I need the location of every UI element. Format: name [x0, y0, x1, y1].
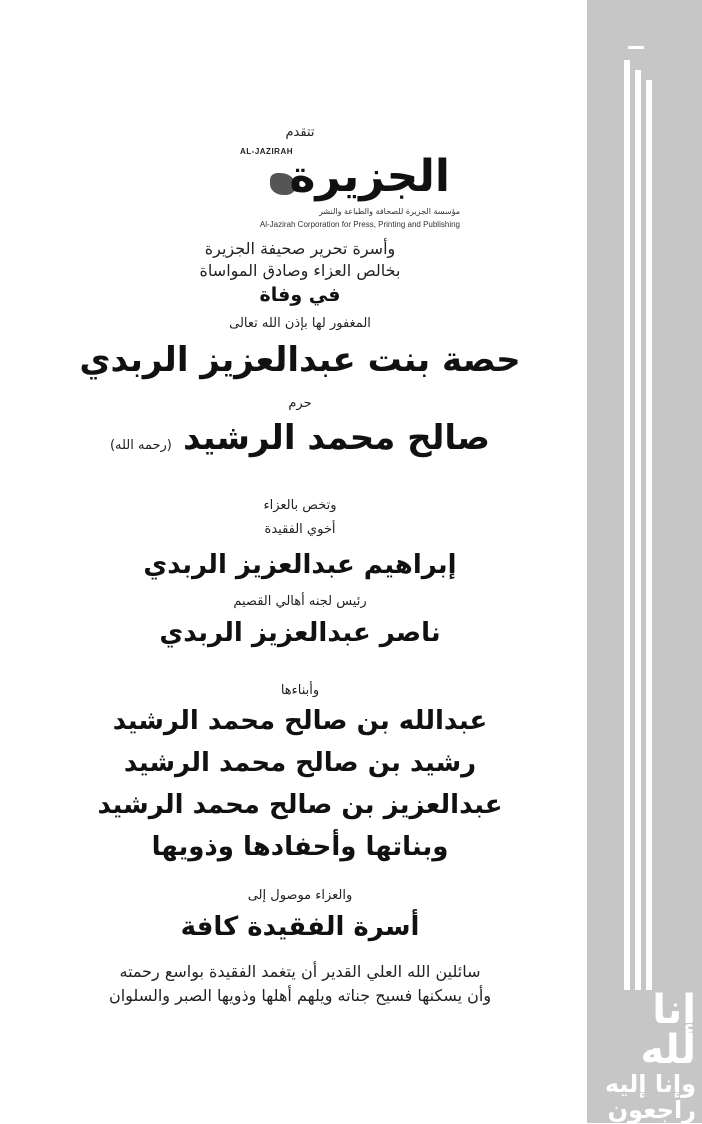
logo-latin-text: AL-JAZIRAH [240, 147, 293, 156]
bar-3 [646, 80, 652, 990]
death-line: في وفاة [259, 284, 341, 306]
quran-verse [588, 987, 696, 1124]
presents-text: تتقدم [285, 125, 315, 140]
prayer-line-1: سائلين الله العلي القدير أن يتغمد الفقيدة بواسع رحمته [119, 962, 481, 981]
verse-line-2: وإنا إليه [604, 1070, 696, 1098]
deceased-name: حصة بنت عبدالعزيز الربدي [79, 340, 521, 380]
logo-wordmark: الجزيرة [289, 151, 450, 202]
brothers-label: أخوي الفقيدة [264, 522, 336, 537]
brother-2-name: ناصر عبدالعزيز الربدي [159, 618, 441, 648]
daughters-line: وبناتها وأحفادها وذويها [151, 832, 449, 862]
sons-label: وأبناءها [280, 683, 320, 698]
verse-line-1: إنا لله [640, 987, 696, 1073]
bar-2 [635, 70, 641, 990]
son-1-name: عبدالله بن صالح محمد الرشيد [112, 706, 488, 736]
alef-madda-ornament [628, 46, 644, 49]
family-line: أسرة الفقيدة كافة [180, 912, 420, 942]
bar-1 [624, 60, 630, 990]
son-3-name: عبدالعزيز بن صالح محمد الرشيد [97, 790, 503, 820]
staff-line: وأسرة تحرير صحيفة الجزيرة [204, 239, 396, 258]
special-condolence-line: وتخص بالعزاء [263, 498, 337, 513]
obituary-notice [30, 0, 570, 1123]
decorative-sidebar [587, 0, 702, 1123]
husband-note: (رحمه الله) [109, 438, 172, 453]
brother-1-title: رئيس لجنه أهالي القصيم [233, 594, 367, 609]
husband-name: صالح محمد الرشيد [182, 418, 491, 458]
vertical-bars-ornament [624, 60, 660, 990]
al-jazirah-logo [240, 145, 460, 243]
husband-row [30, 418, 570, 458]
prayer-line-2: وأن يسكنها فسيح جناته ويلهم أهلها وذويها الصبر والسلوان [108, 986, 492, 1005]
condolence-line: بخالص العزاء وصادق المواساة [199, 261, 401, 280]
brother-1-name: إبراهيم عبدالعزيز الربدي [143, 550, 457, 580]
mercy-line: المغفور لها بإذن الله تعالى [229, 316, 371, 331]
relation-text: حرم [288, 396, 312, 411]
logo-corporation-arabic: مؤسسة الجزيرة للصحافة والطباعة والنشر [318, 207, 460, 216]
logo-corporation-english: Al-Jazirah Corporation for Press, Printing and Publishing [259, 220, 460, 229]
extended-condolence-line: والعزاء موصول إلى [247, 888, 353, 903]
son-2-name: رشيد بن صالح محمد الرشيد [123, 748, 477, 778]
verse-line-3: راجعون [607, 1096, 696, 1124]
